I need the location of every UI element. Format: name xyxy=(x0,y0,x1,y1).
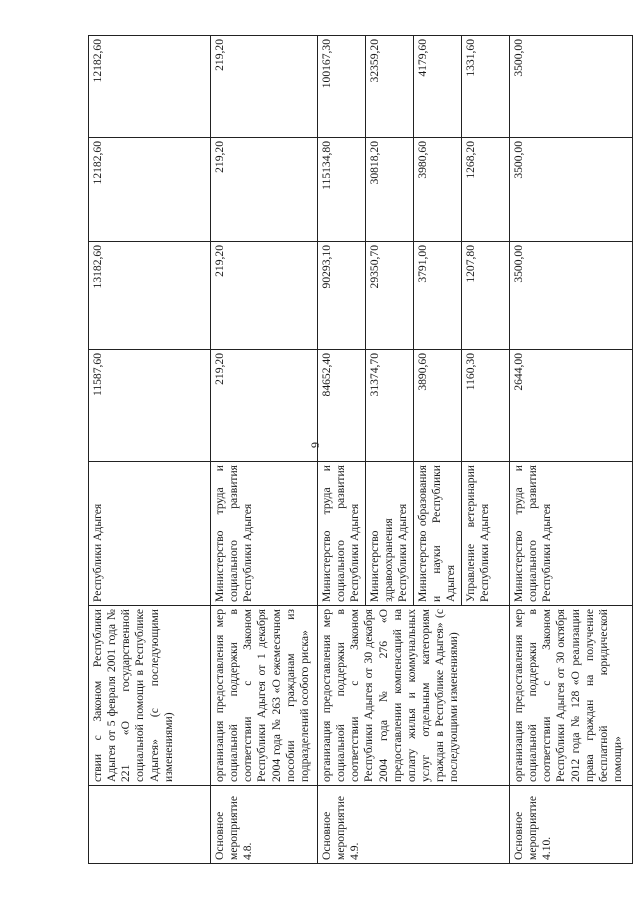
measure-name-cell: организация предоставления мер социальной поддержки в соответствии с Законом Республики Адыгея от 30 октября 2012 года № 128 «О реализации права граждан на получение бесплатной юридической помощи» xyxy=(510,606,633,786)
value-cell: 3500,00 xyxy=(510,137,633,241)
measure-name-cell: организация предоставления мер социальной поддержки в соответствии с Законом Республики Адыгея от 1 декабря 2004 года № 263 «О ежемесячном пособии гражданам из подразделений особого риска» xyxy=(211,606,318,786)
value-cell: 219,20 xyxy=(211,241,318,349)
measure-name-cell: организация предоставления мер социальной поддержки в соответствии с Законом Республики Адыгея от 30 декабря 2004 года № 276 «О предоставлении компенсаций на оплату жилья и коммунальных услуг отдельным категориям граждан в Республике Адыгея» (с последующими изменениями) xyxy=(318,606,510,786)
table-row xyxy=(318,35,366,863)
value-cell: 100167,30 xyxy=(318,35,366,137)
executor-cell: Министерство труда и социального развития Республики Адыгея xyxy=(318,461,366,605)
value-cell: 2644,00 xyxy=(510,349,633,461)
value-cell: 12182,60 xyxy=(89,137,211,241)
value-cell: 13182,60 xyxy=(89,241,211,349)
measure-cell: Основное мероприятие 4.10. xyxy=(510,786,633,864)
value-cell: 32359,20 xyxy=(366,35,414,137)
measure-name-cell: ствии с Законом Республики Адыгея от 5 февраля 2001 года № 221 «О государственной социальной помощи в Республике Адыгея» (с последующими изменениями) xyxy=(89,606,211,786)
value-cell: 3980,60 xyxy=(414,137,462,241)
executor-cell: Министерство труда и социального развития Республики Адыгея xyxy=(211,461,318,605)
executor-cell: Министерство образования и науки Республики Адыгея xyxy=(414,461,462,605)
value-cell: 115134,80 xyxy=(318,137,366,241)
page-number: 9 xyxy=(307,442,322,448)
table-row xyxy=(89,35,211,863)
value-cell: 1160,30 xyxy=(462,349,510,461)
value-cell: 3890,60 xyxy=(414,349,462,461)
measure-cell: Основное мероприятие 4.8. xyxy=(211,786,318,864)
rotated-table-area xyxy=(88,36,632,864)
value-cell: 30818,20 xyxy=(366,137,414,241)
value-cell: 219,20 xyxy=(211,137,318,241)
executor-cell: Управление ветеринарии Республики Адыгея xyxy=(462,461,510,605)
value-cell: 1331,60 xyxy=(462,35,510,137)
value-cell: 31374,70 xyxy=(366,349,414,461)
value-cell: 1268,20 xyxy=(462,137,510,241)
value-cell: 11587,60 xyxy=(89,349,211,461)
value-cell: 29350,70 xyxy=(366,241,414,349)
value-cell: 84652,40 xyxy=(318,349,366,461)
value-cell: 90293,10 xyxy=(318,241,366,349)
executor-cell: Министерство здравоохранения Республики Адыгея xyxy=(366,461,414,605)
value-cell: 12182,60 xyxy=(89,35,211,137)
value-cell: 3791,00 xyxy=(414,241,462,349)
program-measures-table xyxy=(88,35,633,864)
measure-cell: Основное мероприятие 4.9. xyxy=(318,786,510,864)
executor-cell: Министерство труда и социального развития Республики Адыгея xyxy=(510,461,633,605)
table-row xyxy=(510,35,633,863)
value-cell: 3500,00 xyxy=(510,35,633,137)
executor-cell: Республики Адыгея xyxy=(89,461,211,605)
measure-cell xyxy=(89,786,211,864)
table-row xyxy=(211,35,318,863)
value-cell: 3500,00 xyxy=(510,241,633,349)
value-cell: 4179,60 xyxy=(414,35,462,137)
value-cell: 219,20 xyxy=(211,349,318,461)
rotated-table-inner xyxy=(88,36,632,864)
value-cell: 1207,80 xyxy=(462,241,510,349)
value-cell: 219,20 xyxy=(211,35,318,137)
